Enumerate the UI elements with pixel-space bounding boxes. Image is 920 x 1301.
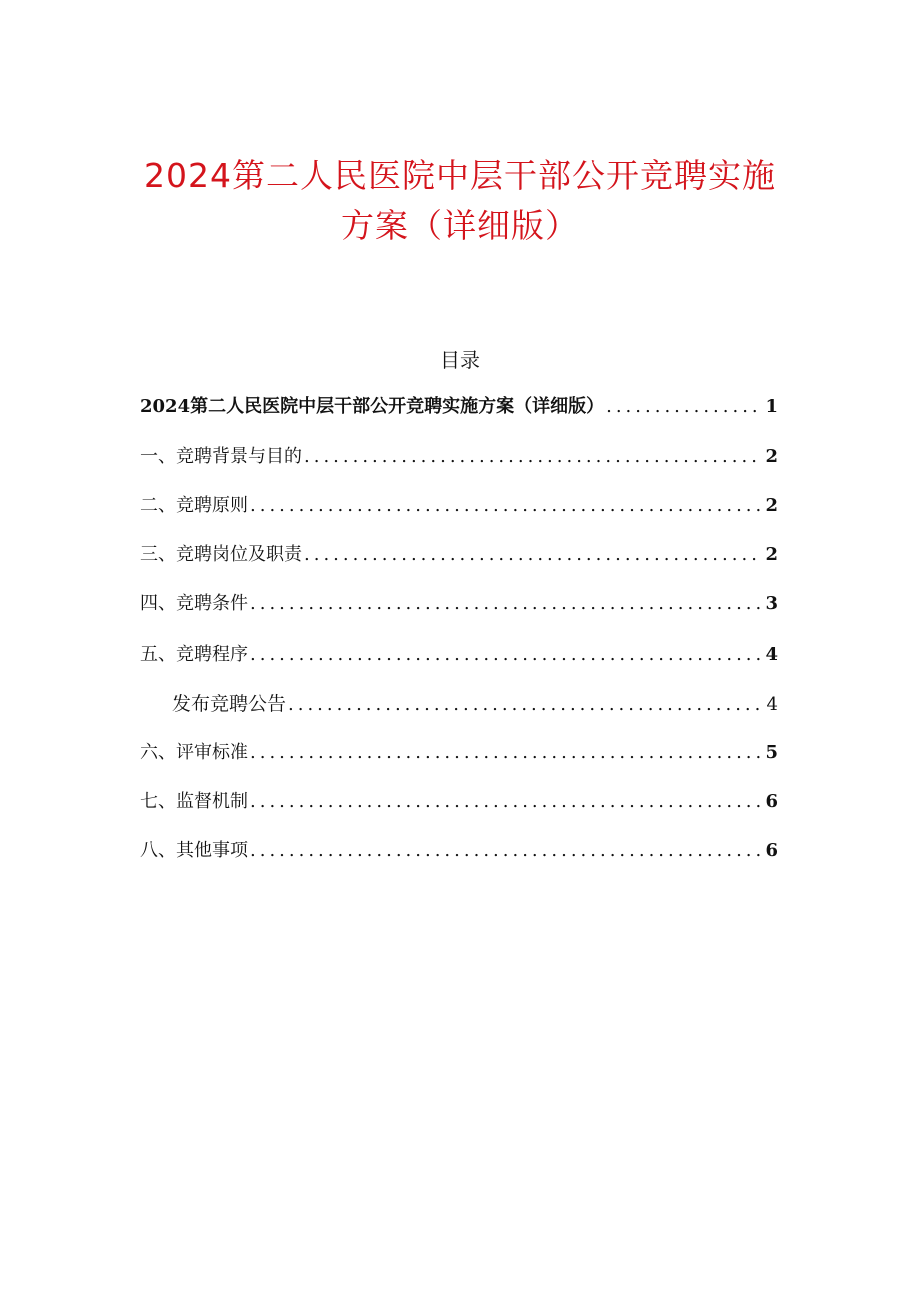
toc-entry-document-title[interactable] xyxy=(140,392,778,422)
toc-entry-other-matters[interactable] xyxy=(140,836,778,866)
toc-entry-label: 二、竞聘原则 xyxy=(140,495,248,516)
toc-leader-dots xyxy=(606,392,762,422)
toc-entry-announcement[interactable] xyxy=(140,689,778,719)
toc-entry-page: 2 xyxy=(765,495,778,516)
toc-leader-dots xyxy=(288,690,762,720)
toc-entry-label: 四、竞聘条件 xyxy=(140,593,248,614)
toc-entry-label: 2024第二人民医院中层干部公开竞聘实施方案（详细版） xyxy=(140,396,605,417)
toc-entry-page: 2 xyxy=(765,544,778,565)
toc-entry-supervision[interactable] xyxy=(140,787,778,817)
toc-leader-dots xyxy=(250,738,762,768)
toc-leader-dots xyxy=(304,540,762,570)
toc-entry-label: 七、监督机制 xyxy=(140,791,248,812)
toc-entry-label: 三、竞聘岗位及职责 xyxy=(140,544,302,565)
toc-heading: 目录 xyxy=(440,348,480,372)
toc-entry-conditions[interactable] xyxy=(140,589,778,619)
toc-entry-page: 1 xyxy=(765,396,778,417)
document-title-line-1: 2024第二人民医院中层干部公开竞聘实施 xyxy=(144,156,776,195)
toc-leader-dots xyxy=(304,442,762,472)
toc-entry-page: 4 xyxy=(766,694,778,715)
toc-entry-procedure[interactable] xyxy=(140,640,778,670)
toc-leader-dots xyxy=(250,491,762,521)
toc-entry-criteria[interactable] xyxy=(140,738,778,768)
toc-leader-dots xyxy=(250,787,762,817)
toc-entry-background[interactable] xyxy=(140,442,778,472)
document-title-line-2: 方案（详细版） xyxy=(341,206,579,245)
toc-entry-page: 6 xyxy=(765,791,778,812)
toc-entry-page: 5 xyxy=(765,742,778,763)
toc-entry-page: 6 xyxy=(765,840,778,861)
toc-entry-page: 4 xyxy=(765,644,778,665)
toc-entry-label: 六、评审标准 xyxy=(140,742,248,763)
toc-entry-label: 五、竞聘程序 xyxy=(140,644,248,665)
toc-entry-page: 2 xyxy=(765,446,778,467)
toc-entry-label: 一、竞聘背景与目的 xyxy=(140,446,302,467)
toc-entry-principles[interactable] xyxy=(140,491,778,521)
toc-entry-page: 3 xyxy=(765,593,778,614)
toc-entry-label: 八、其他事项 xyxy=(140,840,248,861)
toc-leader-dots xyxy=(250,589,762,619)
toc-leader-dots xyxy=(250,836,762,866)
toc-leader-dots xyxy=(250,640,762,670)
toc-entry-label: 发布竞聘公告 xyxy=(172,693,287,715)
toc-entry-positions[interactable] xyxy=(140,540,778,570)
